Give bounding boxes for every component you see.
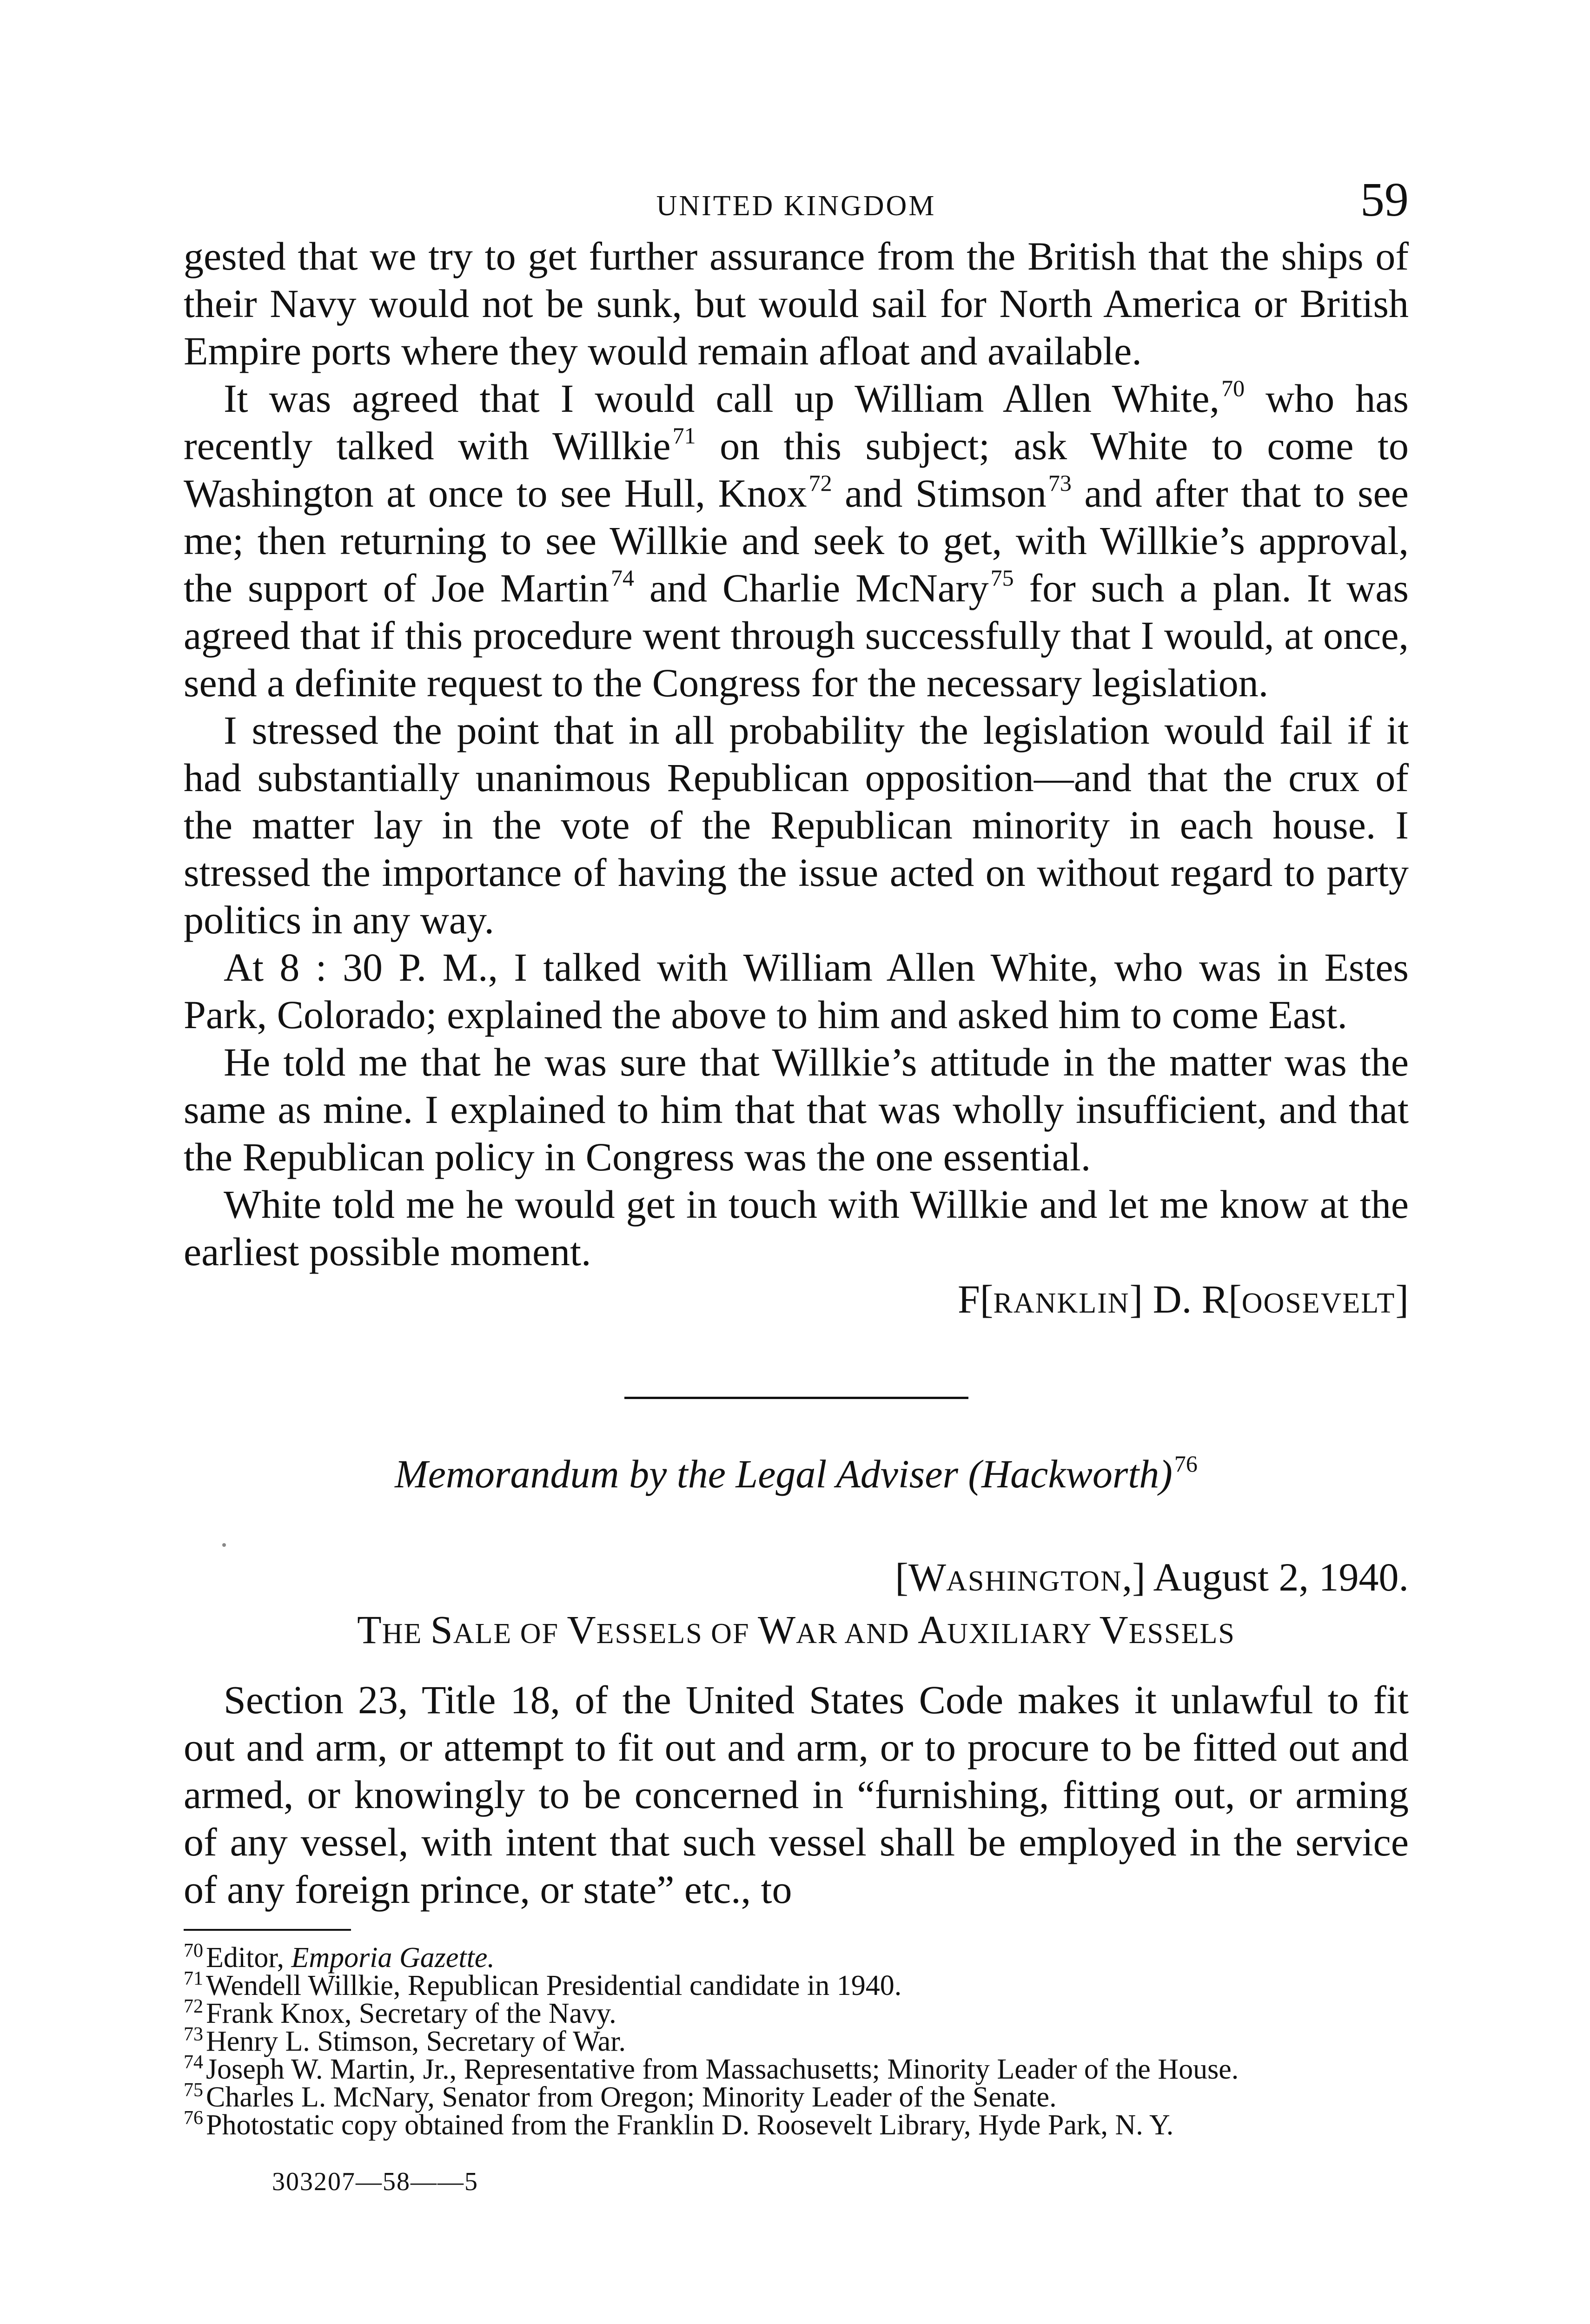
footnote-74 [184,2052,1409,2085]
signature [184,1275,1409,1327]
footnote-ref-71: 71 [672,423,696,449]
footnote-text: Joseph W. Martin, Jr., Representative from Massachusetts; Minority Leader of the House. [206,2053,1239,2085]
text-run: and Charlie McNary [634,566,989,610]
footnote-72 [184,1996,1409,2029]
footnote-number: 75 [184,2080,203,2101]
footnote-ref-74: 74 [611,565,635,591]
footnote-ref-76: 76 [1174,1451,1198,1477]
paragraph-2 [184,375,1409,706]
footnote-text: Charles L. McNary, Senator from Oregon; Minority Leader of the Senate. [206,2081,1057,2113]
main-text [184,232,1409,1327]
print-code: 303207—58——5 [272,2167,478,2196]
footnote-divider [184,1929,351,1931]
footnote-number: 72 [184,1996,203,2017]
text-run: who has recently talked with Willkie [184,376,1409,468]
footnote-70 [184,1940,1409,1974]
title-part: HE [382,1618,431,1650]
paragraph-1: gested that we try to get further assurance from the British that the ships of their Navy would not be sunk, but would sail for North America or British Empire ports where they would remain afloat and available. [184,234,1409,373]
paragraph-5: He told me that he was sure that Willkie’s attitude in the matter was the same as mine. I explained to him that that was wholly insufficient, and that the Republican policy in Congress was the one essential. [184,1040,1409,1179]
sig-part: RANKLIN [993,1287,1130,1319]
text-run: and Stimson [832,471,1047,515]
footnote-text: Photostatic copy obtained from the Franklin D. Roosevelt Library, Hyde Park, N. Y. [206,2109,1174,2141]
sig-part: ] [1395,1277,1409,1321]
title-part: ESSELS [1128,1618,1235,1650]
dateline-part: [W [895,1555,947,1599]
title-part: AR AND [796,1618,918,1650]
section-title [184,1606,1409,1657]
footnote-ref-70: 70 [1221,375,1245,401]
text-run: on this subject; ask White to come to Washington at once to see Hull, Knox [184,423,1409,515]
sig-part: F[ [958,1277,994,1321]
sig-part: OOSEVELT [1241,1287,1396,1319]
footnote-ref-75: 75 [990,565,1014,591]
footnote-number: 71 [184,1968,203,1989]
footnotes [184,1940,1409,2141]
footnote-73 [184,2024,1409,2057]
memo-text [184,1676,1409,1913]
dateline-place: ASHINGTON [946,1565,1122,1597]
title-part: A [918,1607,947,1652]
footnote-text: Wendell Willkie, Republican Presidential candidate in 1940. [206,1970,902,2001]
footnote-76 [184,2107,1409,2141]
footnote-ref-72: 72 [808,470,832,496]
footnote-text-italic: Emporia Gazette. [291,1942,495,1974]
memo-heading [184,1450,1409,1498]
title-part: UXILIARY [947,1618,1100,1650]
text-run: and after that to see me; then returning to see Willkie and seek to get, with Willkie’s approval, the support of Joe Martin [184,471,1409,610]
paragraph-4: At 8 : 30 P. M., I talked with William Allen White, who was in Estes Park, Colorado; explained the above to him and asked him to come East. [184,945,1409,1037]
dateline [184,1553,1409,1605]
running-title: UNITED KINGDOM [656,190,936,222]
footnote-text: Frank Knox, Secretary of the Navy. [206,1998,616,2029]
footnote-number: 73 [184,2024,203,2045]
sig-part: ] D. R[ [1129,1277,1242,1321]
footnote-71 [184,1968,1409,2001]
title-part: S [430,1607,453,1652]
section-divider [624,1397,968,1399]
paragraph-3: I stressed the point that in all probability the legislation would fail if it had substantially unanimous Republican opposition—and that the crux of the matter lay in the vote of the Republican minority in each house. I stressed the importance of having the issue acted on without regard to party politics in any way. [184,708,1409,942]
title-part: V [1099,1607,1129,1652]
text-run: It was agreed that I would call up William Allen White, [224,376,1220,421]
memo-title: Memorandum by the Legal Adviser (Hackworth) [395,1452,1173,1496]
page [184,172,1409,2197]
page-number: 59 [1360,173,1409,226]
running-header [184,172,1409,232]
title-part: W [757,1607,796,1652]
footnote-number: 76 [184,2107,203,2129]
footnote-text: Editor, [206,1942,292,1974]
footnote-75 [184,2080,1409,2113]
dateline-part: ,] August 2, 1940. [1122,1555,1409,1599]
footnote-ref-73: 73 [1048,470,1072,496]
text-run: for such a plan. It was agreed that if this procedure went through successfully that I would, at once, send a definite request to the Congress for the necessary legislation. [184,566,1409,705]
memo-paragraph-1: Section 23, Title 18, of the United States Code makes it unlawful to fit out and arm, or attempt to fit out and arm, or to procure to be fitted out and armed, or knowingly to be concerned in “furnishing, fitting out, or arming of any vessel, with intent that such vessel shall be employed in the service of any foreign prince, or state” etc., to [184,1677,1409,1912]
paragraph-6: White told me he would get in touch with Willkie and let me know at the earliest possible moment. [184,1182,1409,1274]
footnote-text: Henry L. Stimson, Secretary of War. [206,2026,626,2057]
title-part: ALE OF [453,1618,567,1650]
title-part: V [567,1607,596,1652]
title-part: ESSELS OF [596,1618,758,1650]
footnote-number: 70 [184,1940,203,1961]
title-part: T [357,1607,382,1652]
footnote-number: 74 [184,2052,203,2073]
